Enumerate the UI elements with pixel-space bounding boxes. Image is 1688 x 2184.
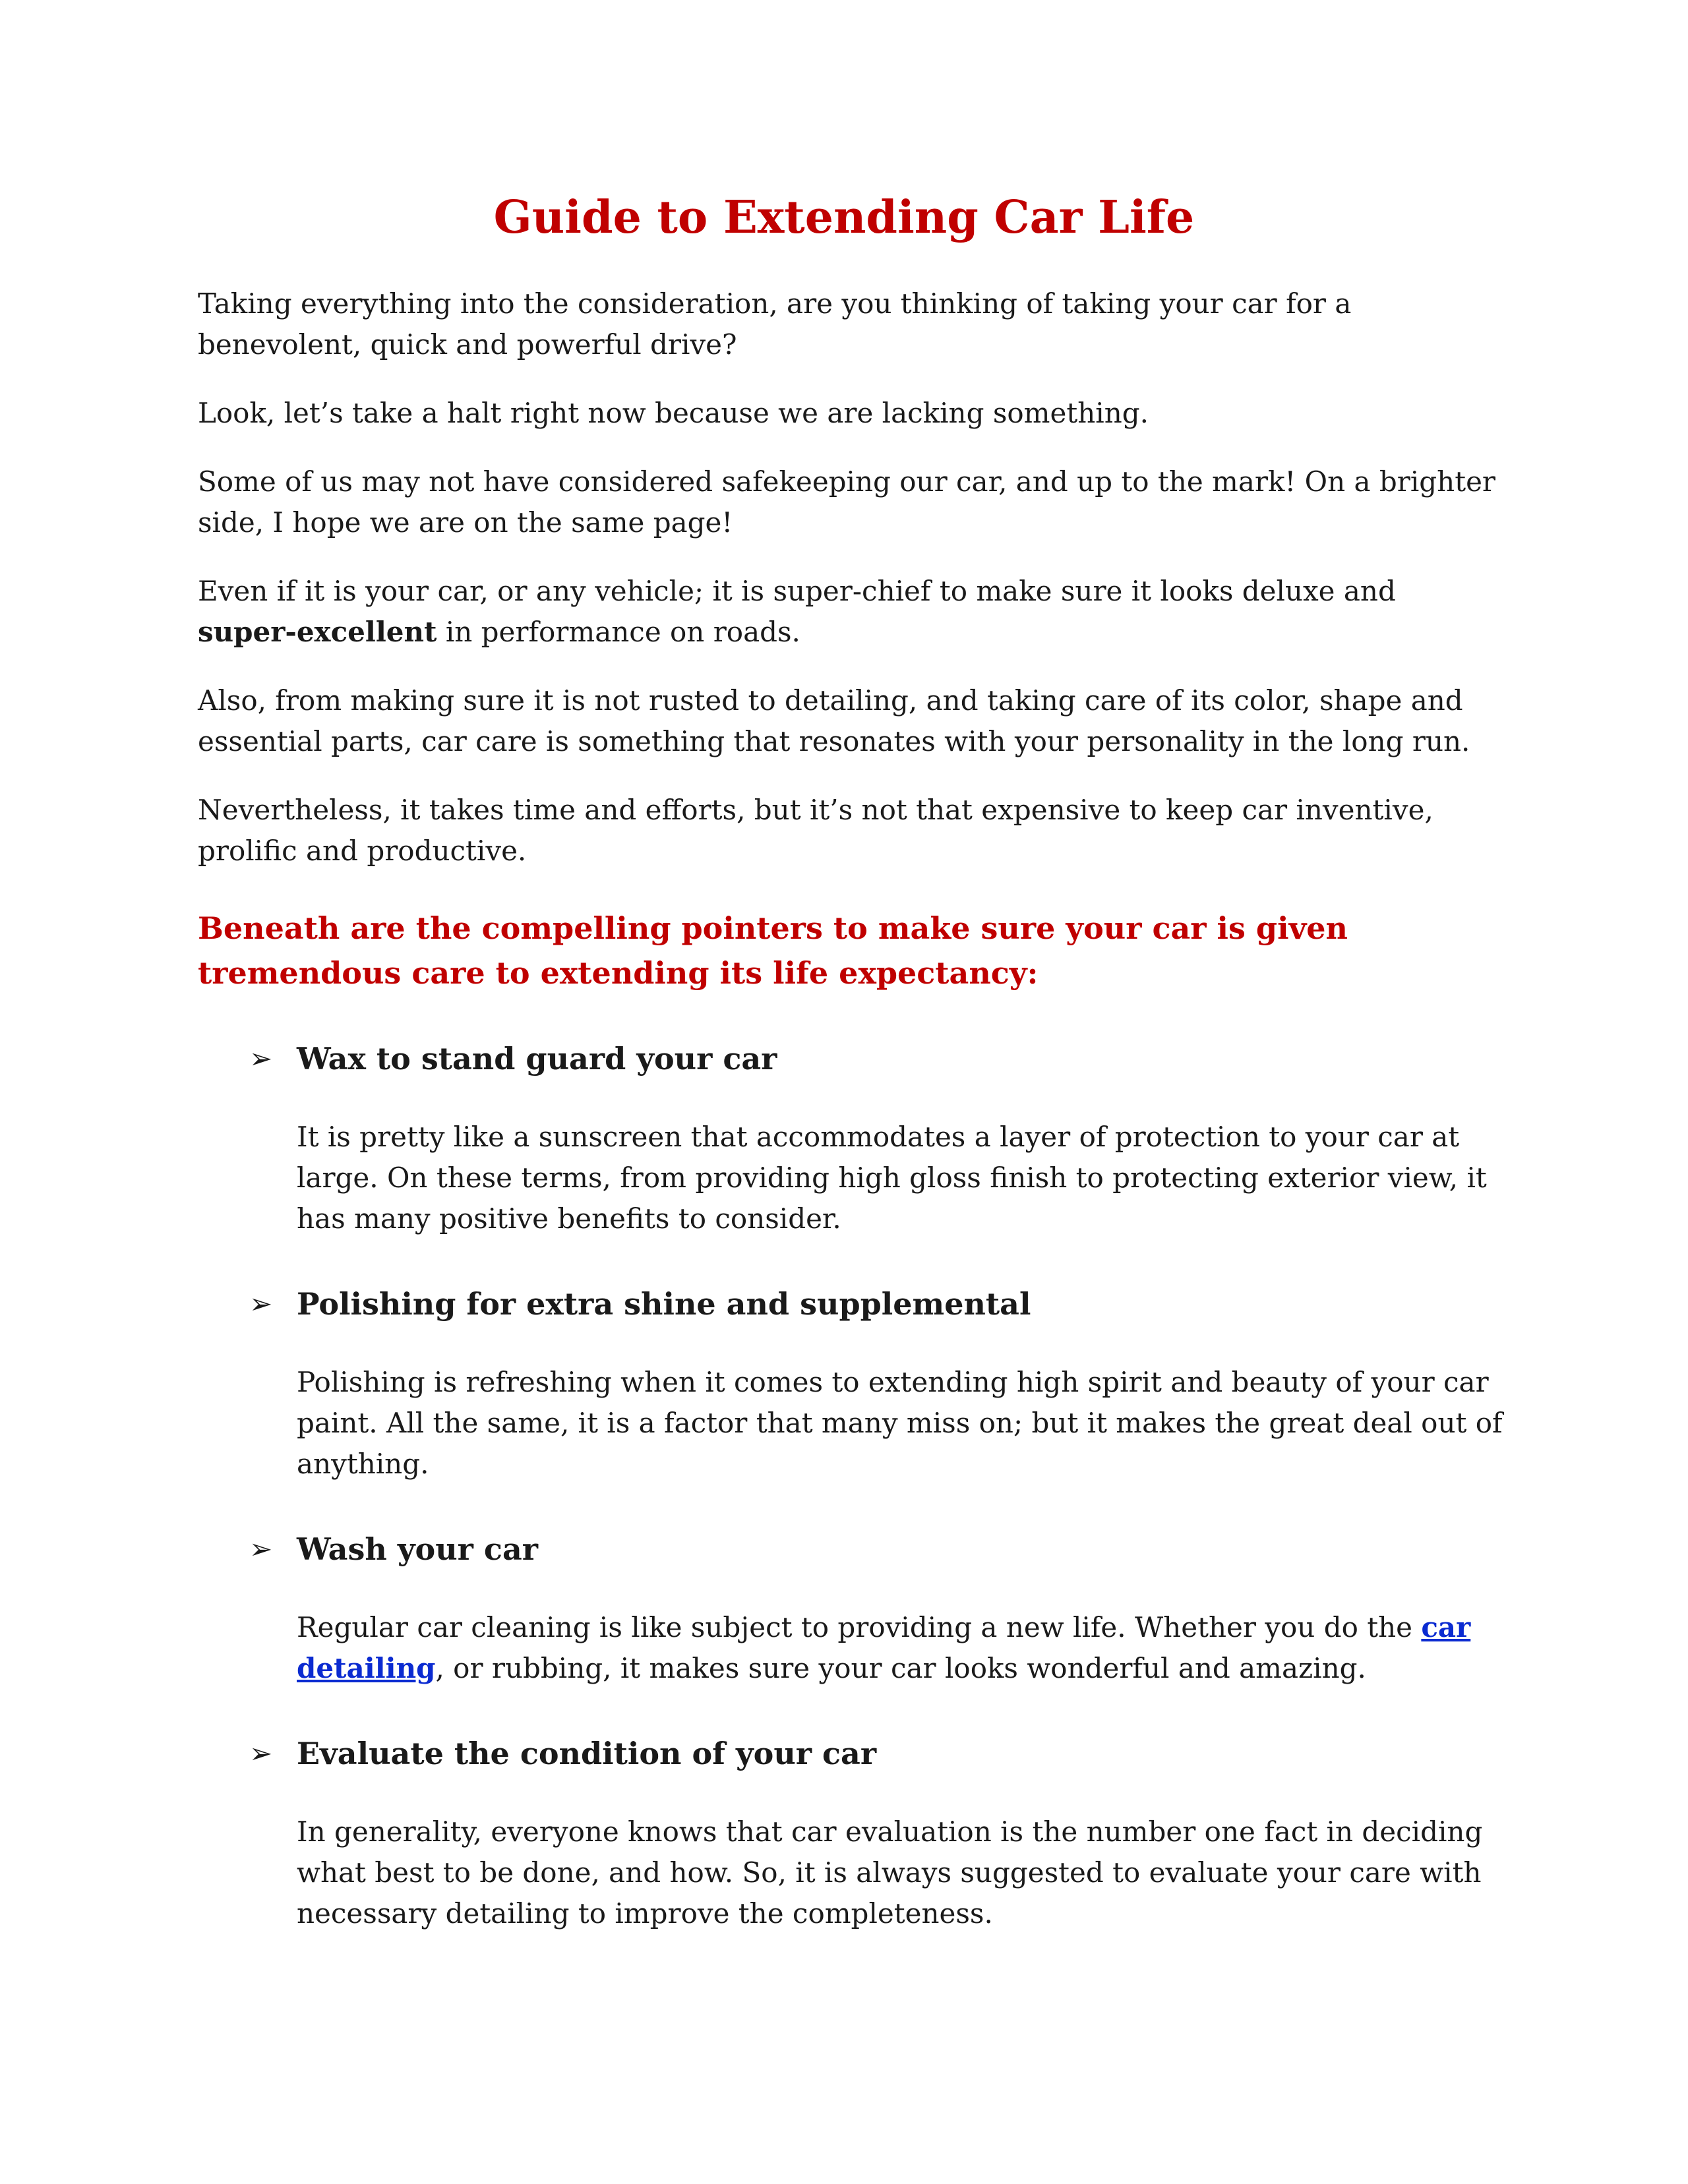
- document-body: [198, 283, 1503, 1978]
- pointer-title: Wash your car: [297, 1531, 538, 1567]
- arrow-bullet-icon: ➢: [249, 1042, 273, 1075]
- pointer-heading: [198, 1038, 1503, 1080]
- arrow-bullet-icon: ➢: [249, 1533, 273, 1565]
- pointer-heading: [198, 1283, 1503, 1325]
- page-title: Guide to Extending Car Life: [493, 191, 1195, 244]
- pointer-text-before-link: Regular car cleaning is like subject to providing a new life. Whether you do the: [297, 1611, 1422, 1643]
- pointer-item: [198, 1283, 1503, 1485]
- intro-paragraph-2: Look, let’s take a halt right now because we are lacking something.: [198, 397, 1149, 429]
- pointer-title: Evaluate the condition of your car: [297, 1736, 877, 1771]
- pointer-text: [198, 1607, 1503, 1689]
- arrow-bullet-icon: ➢: [249, 1737, 273, 1769]
- intro-paragraph-4-bold: super-excellent: [198, 616, 437, 648]
- pointer-title: Wax to stand guard your car: [297, 1041, 777, 1077]
- intro-section: [198, 283, 1503, 871]
- pointer-item: [198, 1528, 1503, 1689]
- pointer-title: Polishing for extra shine and supplemental: [297, 1286, 1031, 1322]
- intro-paragraph-4-end: in performance on roads.: [437, 616, 800, 648]
- pointer-text: It is pretty like a sunscreen that accommodates a layer of protection to your car at large. On these terms, from providing high gloss finish to protecting exterior view, it has many positive benefits to consider.: [297, 1121, 1487, 1235]
- pointers-subheading: Beneath are the compelling pointers to make sure your car is given tremendous care to extending its life expectancy:: [198, 910, 1348, 991]
- pointer-text: In generality, everyone knows that car evaluation is the number one fact in deciding what best to be done, and how. So, it is always suggested to evaluate your care with necessary detailing to improve the completeness.: [297, 1815, 1483, 1930]
- intro-paragraph-5: Also, from making sure it is not rusted to detailing, and taking care of its color, shape and essential parts, car care is something that resonates with your personality in the long run.: [198, 684, 1470, 757]
- intro-paragraph-6: Nevertheless, it takes time and efforts, but it’s not that expensive to keep car inventive, prolific and productive.: [198, 794, 1433, 867]
- pointer-heading: [198, 1528, 1503, 1570]
- arrow-bullet-icon: ➢: [249, 1287, 273, 1320]
- intro-paragraph-4: [198, 571, 1503, 653]
- pointer-item: [198, 1732, 1503, 1934]
- intro-paragraph-3: Some of us may not have considered safekeeping our car, and up to the mark! On a brighter side, I hope we are on the same page!: [198, 465, 1496, 539]
- intro-paragraph-4-start: Even if it is your car, or any vehicle; it is super-chief to make sure it looks deluxe and: [198, 575, 1396, 607]
- pointer-text: Polishing is refreshing when it comes to extending high spirit and beauty of your car paint. All the same, it is a factor that many miss on; but it makes the great deal out of anything.: [297, 1366, 1503, 1480]
- intro-paragraph-1: Taking everything into the consideration, are you thinking of taking your car for a benevolent, quick and powerful drive?: [198, 287, 1352, 361]
- car-detailing-link[interactable]: car detailing: [297, 1611, 1471, 1684]
- pointer-text-after-link: , or rubbing, it makes sure your car looks wonderful and amazing.: [435, 1652, 1366, 1684]
- pointer-heading: [198, 1732, 1503, 1775]
- pointer-item: [198, 1038, 1503, 1239]
